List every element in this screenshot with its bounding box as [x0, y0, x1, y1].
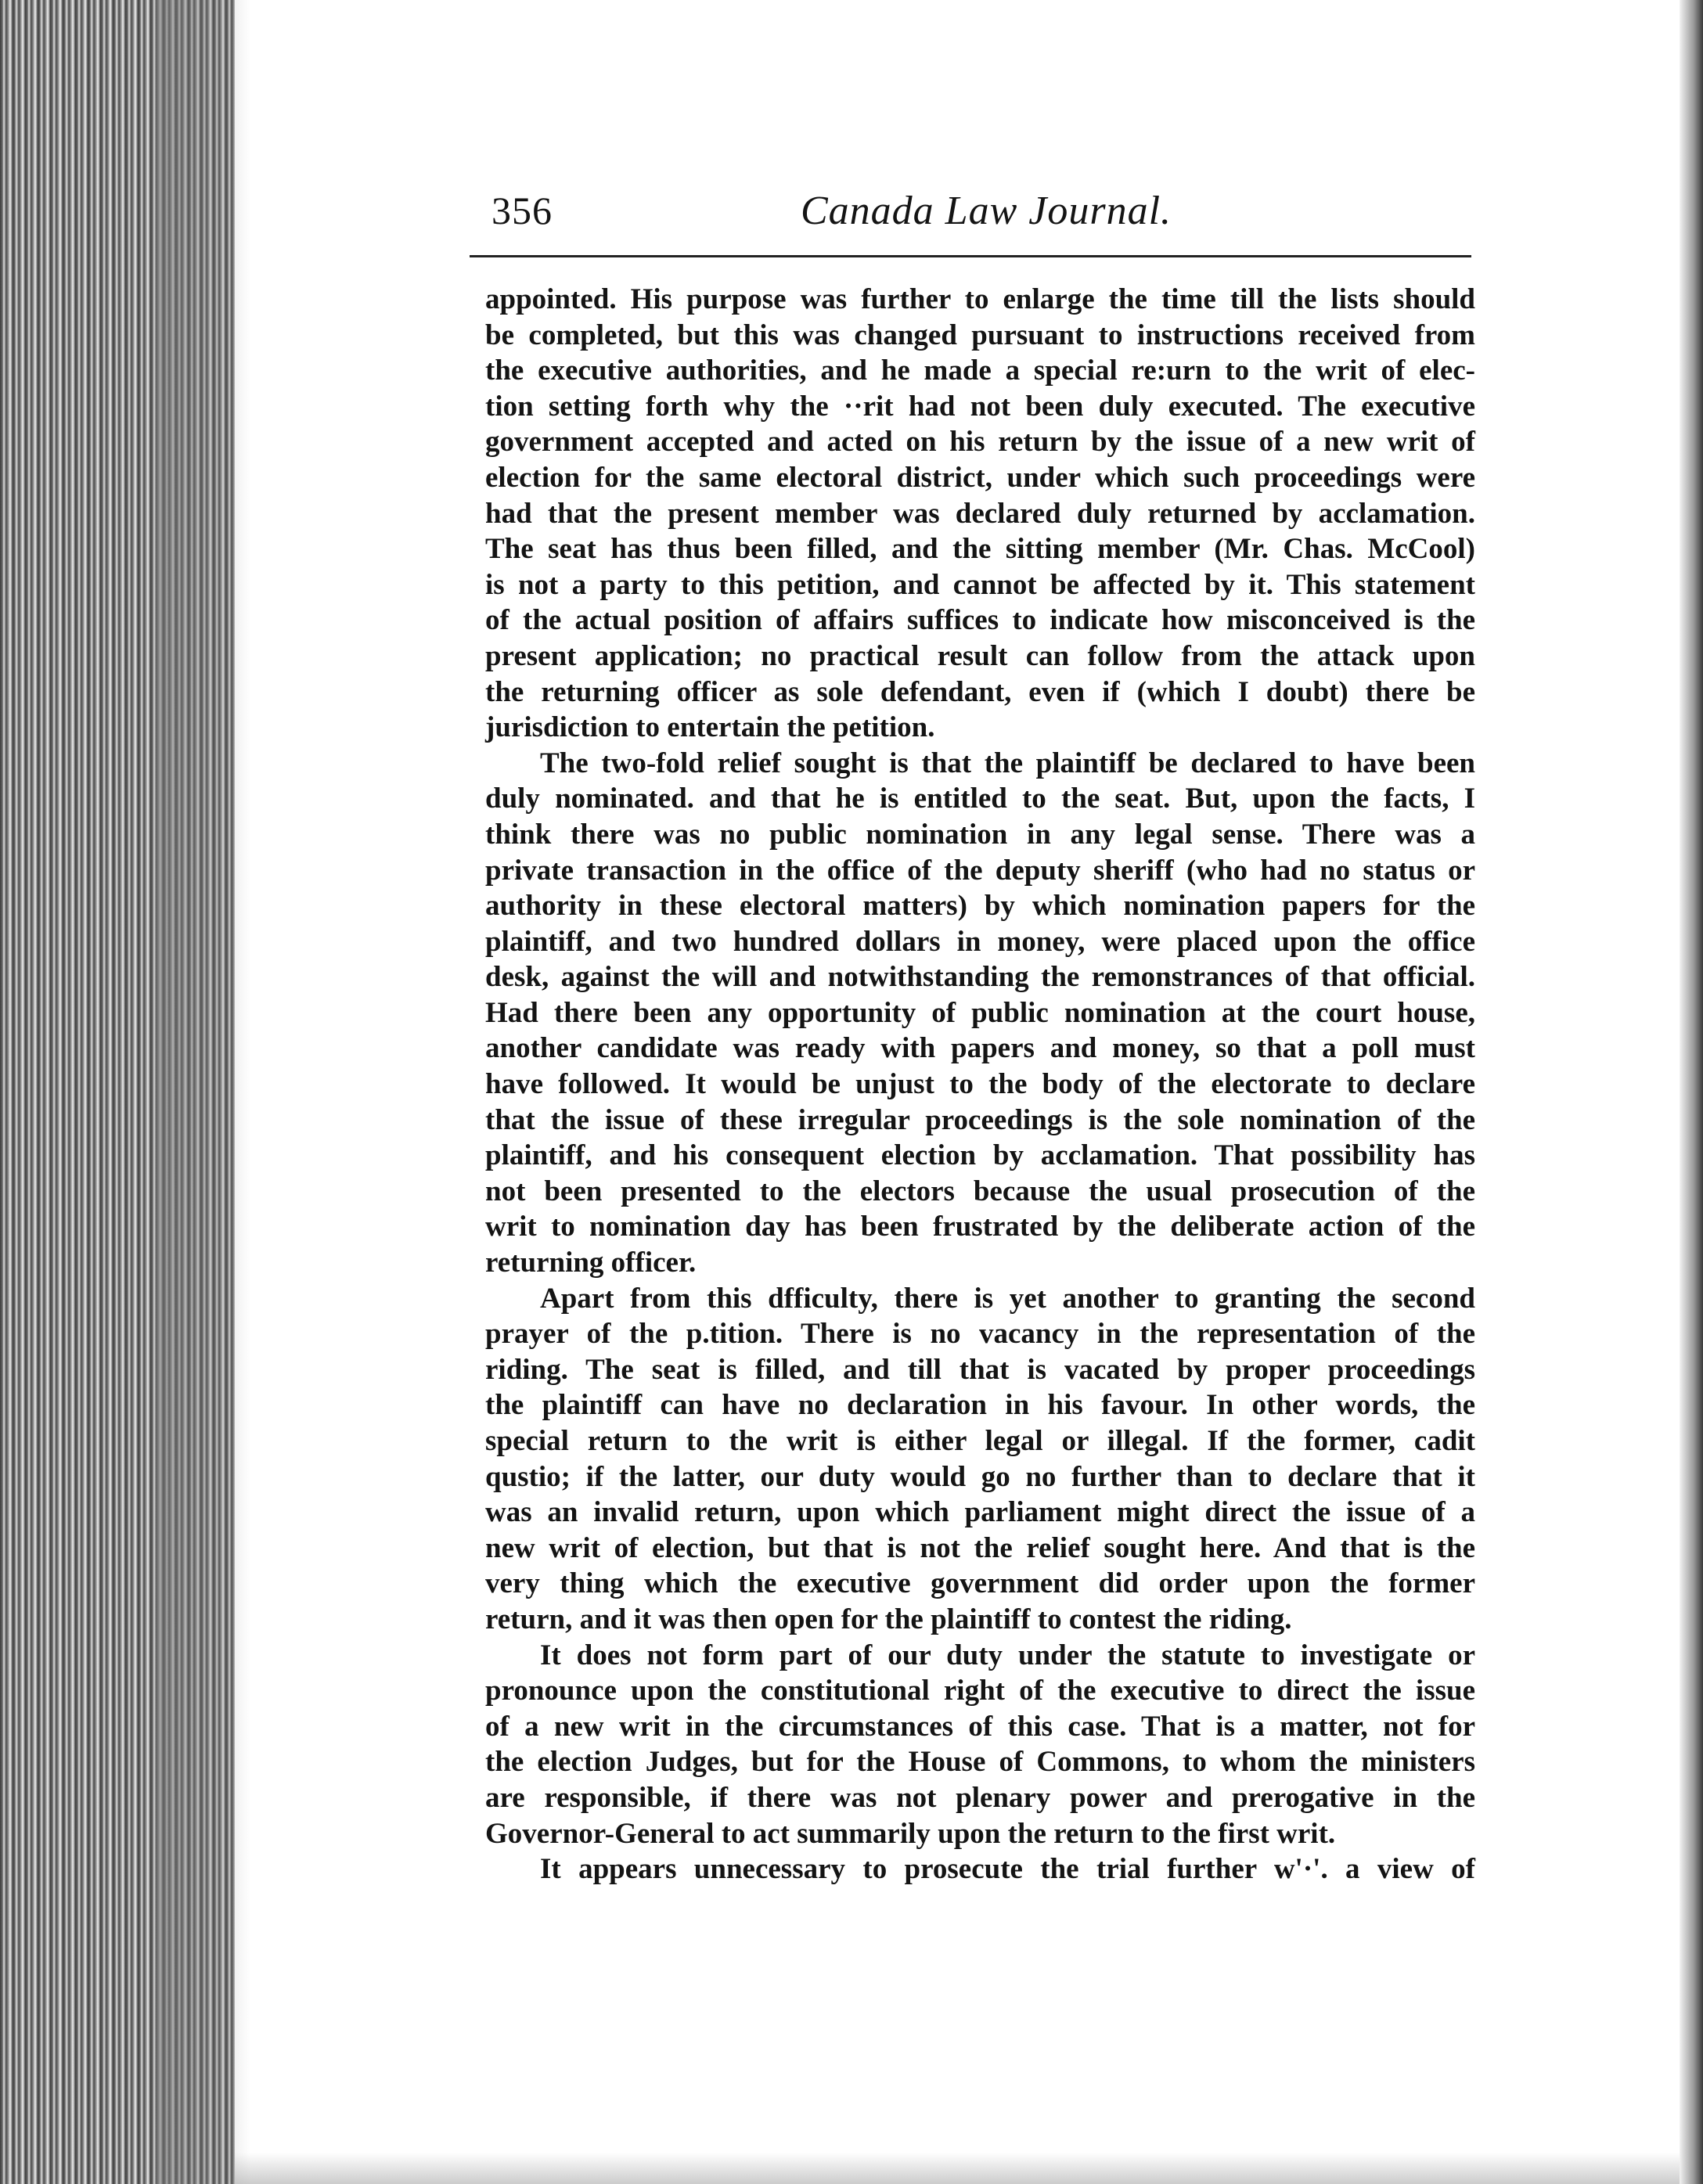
text-line: present application; no practical result can follow from the attack upon [485, 639, 1475, 672]
text-line: It appears unnecessary to prosecute the trial further w'·'. a view of [540, 1853, 1475, 1886]
text-line: think there was no public nomination in any legal sense. There was a [485, 818, 1475, 851]
text-line: have followed. It would be unjust to the body of the electorate to declare [485, 1068, 1475, 1101]
text-line: election for the same electoral district, under which such proceedings were [485, 461, 1475, 494]
text-line: appointed. His purpose was further to enlarge the time till the lists should [485, 283, 1475, 315]
text-line: return, and it was then open for the plaintiff to contest the riding. [485, 1603, 1292, 1635]
text-line: the election Judges, but for the House of Commons, to whom the ministers [485, 1746, 1475, 1779]
text-line: Apart from this dfficulty, there is yet another to granting the second [540, 1282, 1475, 1315]
text-line: returning officer. [485, 1247, 697, 1279]
text-line: are responsible, if there was not plenary power and prerogative in the [485, 1781, 1475, 1814]
paragraph [485, 746, 1475, 1281]
text-line: plaintiff, and two hundred dollars in money, were placed upon the office [485, 925, 1475, 958]
text-line: very thing which the executive government did order upon the former [485, 1567, 1475, 1600]
text-line: writ to nomination day has been frustrated by the deliberate action of the [485, 1211, 1475, 1243]
text-line: of a new writ in the circumstances of this case. That is a matter, not for [485, 1710, 1475, 1743]
text-line: It does not form part of our duty under the statute to investigate or [540, 1639, 1475, 1671]
text-line: private transaction in the office of the deputy sheriff (who had no status or [485, 854, 1475, 887]
text-line: be completed, but this was changed pursuant to instructions received from [485, 318, 1475, 351]
text-line: The two-fold relief sought is that the plaintiff be declared to have been [540, 747, 1475, 779]
text-line: the returning officer as sole defendant, even if (which I doubt) there be [485, 675, 1475, 708]
text-line: another candidate was ready with papers and money, so that a poll must [485, 1032, 1475, 1065]
text-line: qustio; if the latter, our duty would go no further than to declare that it [485, 1460, 1475, 1493]
text-line: pronounce upon the constitutional right of the executive to direct the issue [485, 1675, 1475, 1707]
paragraph [485, 1638, 1475, 1852]
text-line: is not a party to this petition, and cannot be affected by it. This statement [485, 568, 1475, 601]
text-line: desk, against the will and notwithstanding the remonstrances of that official. [485, 961, 1475, 994]
text-line: that the issue of these irregular proceedings is the sole nomination of the [485, 1103, 1475, 1136]
text-line: duly nominated. and that he is entitled to the seat. But, upon the facts, I [485, 783, 1475, 815]
body-text [485, 282, 1475, 1887]
page-edge-right [1680, 0, 1703, 2184]
text-line: government accepted and acted on his return by the issue of a new writ of [485, 426, 1475, 459]
text-line: Had there been any opportunity of public nomination at the court house, [485, 996, 1475, 1029]
page-edge-bottom [235, 2153, 1680, 2184]
journal-title: Canada Law Journal. [801, 189, 1172, 233]
text-line: jurisdiction to entertain the petition. [485, 711, 935, 744]
text-line: riding. The seat is filled, and till that is vacated by proper proceedings [485, 1353, 1475, 1386]
running-header [491, 188, 1470, 258]
text-line: prayer of the p.tition. There is no vacancy in the representation of the [485, 1318, 1475, 1351]
text-line: of the actual position of affairs suffices to indicate how misconceived is the [485, 604, 1475, 637]
text-line: tion setting forth why the ··rit had not been duly executed. The executive [485, 390, 1475, 423]
page-number: 356 [491, 189, 553, 232]
text-line: The seat has thus been filled, and the sitting member (Mr. Chas. McCool) [485, 533, 1475, 566]
paragraph [485, 1281, 1475, 1638]
header-rule [470, 255, 1471, 257]
text-line: the executive authorities, and he made a special re:urn to the writ of elec- [485, 354, 1475, 387]
text-line: the plaintiff can have no declaration in his favour. In other words, the [485, 1389, 1475, 1422]
text-line: new writ of election, but that is not the relief sought here. And that is the [485, 1531, 1475, 1564]
paragraph [485, 1851, 1475, 1887]
text-line: Governor-General to act summarily upon the return to the first writ. [485, 1817, 1336, 1850]
text-line: not been presented to the electors because the usual prosecution of the [485, 1175, 1475, 1207]
binding-fade [157, 0, 250, 2184]
paragraph [485, 282, 1475, 746]
text-line: was an invalid return, upon which parliament might direct the issue of a [485, 1496, 1475, 1529]
text-line: had that the present member was declared duly returned by acclamation. [485, 497, 1475, 530]
text-line: authority in these electoral matters) by which nomination papers for the [485, 890, 1475, 923]
text-line: special return to the writ is either legal or illegal. If the former, cadit [485, 1425, 1475, 1457]
text-line: plaintiff, and his consequent election by acclamation. That possibility has [485, 1139, 1475, 1172]
